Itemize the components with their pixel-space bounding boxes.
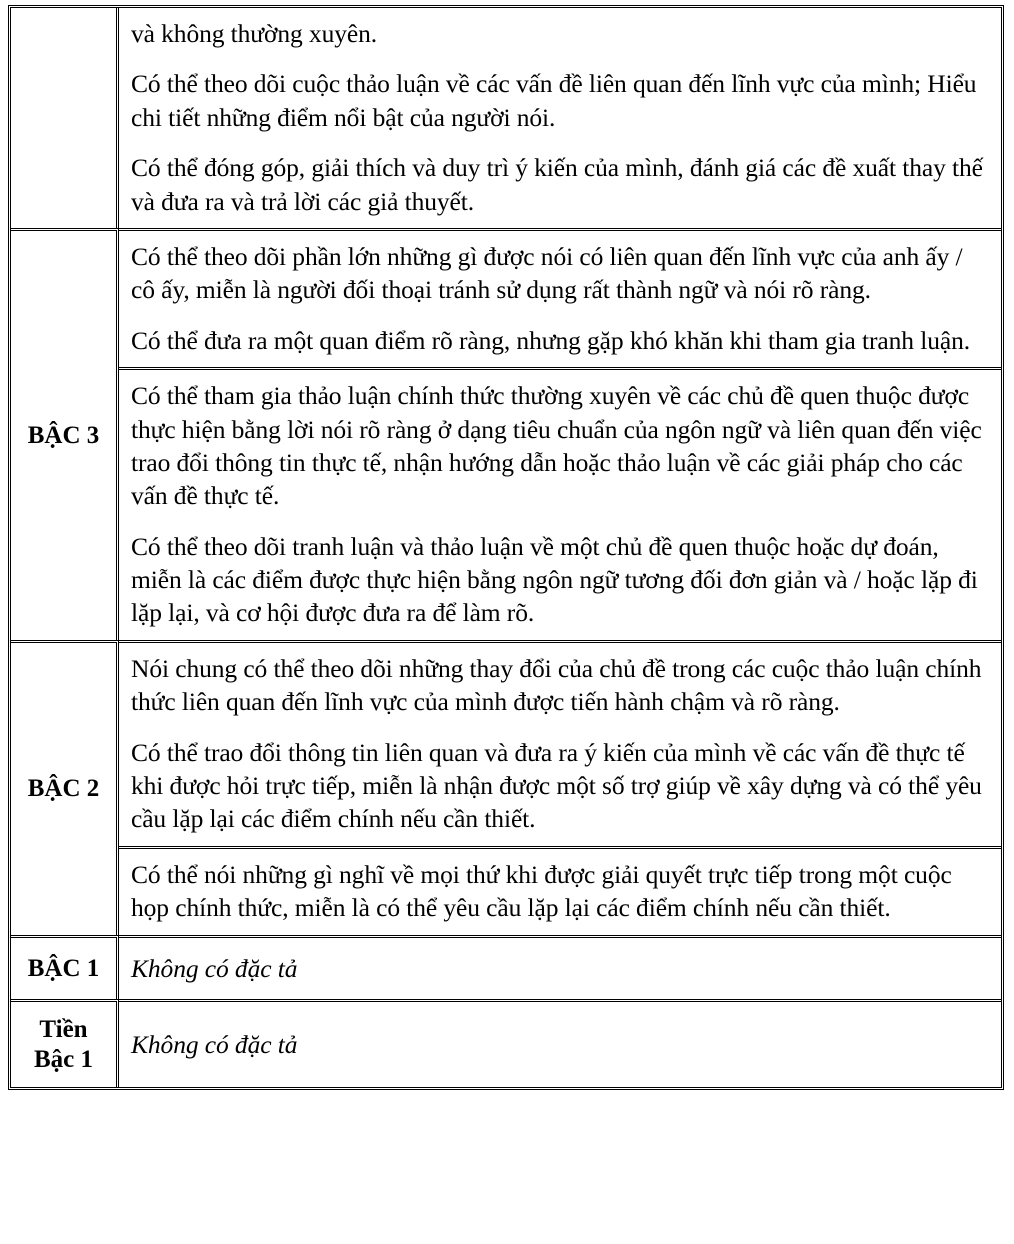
description-block	[119, 643, 1001, 846]
paragraph: Không có đặc tả	[131, 1029, 298, 1059]
table-body	[11, 8, 1001, 1087]
level-label-cell	[11, 8, 119, 228]
description-block	[119, 231, 1001, 367]
description-cell	[119, 999, 1001, 1087]
paragraph: và không thường xuyên.	[131, 19, 378, 48]
level-label-cell	[11, 640, 119, 935]
paragraph: Có thể đưa ra một quan điểm rõ ràng, nhưng gặp khó khăn khi tham gia tranh luận.	[131, 325, 970, 355]
description-cell	[119, 935, 1001, 999]
description-cell	[119, 228, 1001, 640]
description-cell	[119, 640, 1001, 935]
description-block	[119, 367, 1001, 640]
level-label-line: BẬC 1	[27, 954, 100, 982]
paragraph: Có thể tham gia thảo luận chính thức thường xuyên về các chủ đề quen thuộc được thực hiện bằng lời nói rõ ràng ở dạng tiêu chuẩn của ngôn ngữ và liên quan đến việc trao đổi thông tin thực tế, nhận hướng dẫn hoặc thảo luận về các giải pháp cho các vấn đề thực tế.	[131, 381, 982, 511]
table-row	[11, 8, 1001, 228]
level-label-line: Bậc 1	[33, 1045, 94, 1073]
description-cell	[119, 8, 1001, 228]
description-block	[119, 8, 1001, 228]
table-row	[11, 999, 1001, 1087]
level-label	[15, 421, 112, 451]
competency-level-table	[8, 5, 1004, 1090]
level-label	[15, 774, 112, 804]
paragraph: Nói chung có thể theo dõi những thay đổi của chủ đề trong các cuộc thảo luận chính thức liên quan đến lĩnh vực của mình được tiến hành chậm và rõ ràng.	[131, 653, 982, 717]
description-block	[119, 938, 1001, 999]
table-row	[11, 640, 1001, 935]
level-label-line: BẬC 3	[27, 421, 100, 449]
level-label	[15, 954, 112, 984]
paragraph: Có thể đóng góp, giải thích và duy trì ý kiến của mình, đánh giá các đề xuất thay thế và đưa ra và trả lời các giả thuyết.	[131, 153, 983, 216]
paragraph: Có thể theo dõi cuộc thảo luận về các vấn đề liên quan đến lĩnh vực của mình; Hiểu chi tiết những điểm nổi bật của người nói.	[131, 69, 977, 132]
paragraph: Có thể nói những gì nghĩ về mọi thứ khi được giải quyết trực tiếp trong một cuộc họp chính thức, miễn là có thể yêu cầu lặp lại các điểm chính nếu cần thiết.	[131, 859, 952, 923]
paragraph: Có thể trao đổi thông tin liên quan và đưa ra ý kiến của mình về các vấn đề thực tế khi được hỏi trực tiếp, miễn là nhận được một số trợ giúp về xây dựng và có thể yêu cầu lặp lại các điểm chính nếu cần thiết.	[131, 737, 982, 834]
paragraph: Không có đặc tả	[131, 953, 298, 983]
table-row	[11, 228, 1001, 640]
paragraph: Có thể theo dõi phần lớn những gì được nói có liên quan đến lĩnh vực của anh ấy / cô ấy, miễn là người đối thoại tránh sử dụng rất thành ngữ và nói rõ ràng.	[131, 241, 963, 305]
description-block	[119, 846, 1001, 935]
level-label-cell	[11, 228, 119, 640]
level-label-line: Tiền	[39, 1016, 88, 1044]
paragraph: Có thể theo dõi tranh luận và thảo luận về một chủ đề quen thuộc hoặc dự đoán, miễn là các điểm được thực hiện bằng ngôn ngữ tương đối đơn giản và / hoặc lặp đi lặp lại, và cơ hội được đưa ra để làm rõ.	[131, 531, 978, 628]
level-label-cell	[11, 935, 119, 999]
description-block	[119, 1002, 1001, 1087]
level-label-line: BẬC 2	[27, 774, 100, 802]
table-row	[11, 935, 1001, 999]
level-label-cell	[11, 999, 119, 1087]
level-label	[15, 1015, 112, 1074]
